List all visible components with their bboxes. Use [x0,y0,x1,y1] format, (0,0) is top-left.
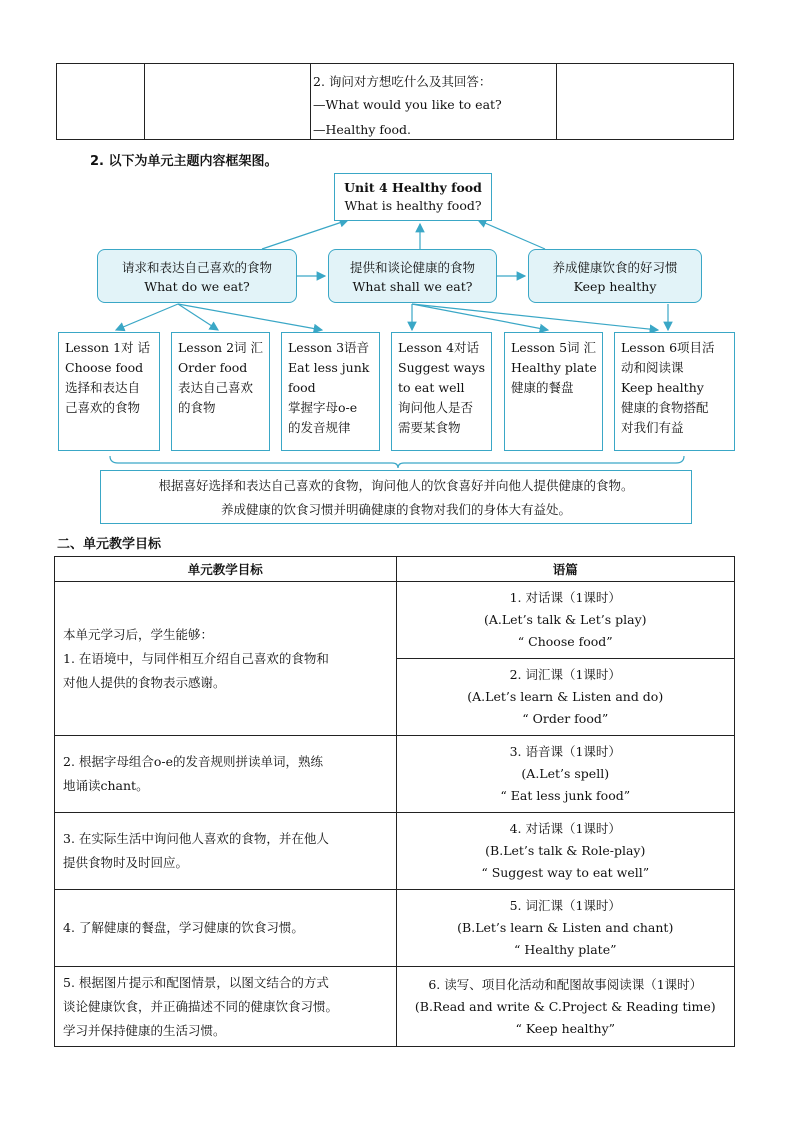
goal-line: 地诵读chant。 [63,778,149,793]
section-heading-framework: 2. 以下为单元主题内容框架图。 [90,154,278,169]
diagram-theme-box [328,249,497,303]
lesson-sections: (B.Read and write & C.Project & Reading time) [414,998,716,1014]
lesson-box [281,332,380,451]
goal-cell [55,967,397,1047]
table-line-ask: —What would you like to eat? [313,97,502,112]
lesson-sections: (A.Let’s learn & Listen and do) [467,689,664,704]
summary-line: 根据喜好选择和表达自己喜欢的食物，询问他人的饮食喜好并向他人提供健康的食物。 [158,478,634,493]
lesson-box [504,332,603,451]
lesson-line: 己喜欢的食物 [65,400,141,415]
lesson-line: to eat well [398,380,465,395]
diagram-theme-box [97,249,297,303]
lesson-line: Eat less junk [288,360,370,375]
goal-line: 4. 了解健康的餐盘，学习健康的饮食习惯。 [63,920,304,935]
section-heading-goals: 二、单元教学目标 [57,537,162,552]
theme-en: What do we eat? [144,279,250,294]
lesson-line: Lesson 5词 汇 [511,340,597,355]
lesson-cell [396,890,735,967]
goal-line: 2. 根据字母组合o-e的发音规则拼读单词，熟练 [63,754,324,769]
lesson-topic: “ Keep healthy” [515,1020,616,1036]
goal-line: 1. 在语境中，与同伴相互介绍自己喜欢的食物和 [63,650,329,666]
header-text: 语篇 [396,557,735,582]
lesson-cell [396,736,735,813]
lesson-line: 对我们有益 [621,420,684,435]
lesson-sections: (B.Let’s talk & Role-play) [485,843,646,858]
lesson-topic: “ Eat less junk food” [500,788,631,803]
lesson-line: 询问他人是否 [398,400,474,415]
diagram-root-box [334,173,492,221]
lesson-line: 掌握字母o-e [288,400,358,415]
lesson-box [58,332,160,451]
lesson-sections: (A.Let’s talk & Let’s play) [483,612,647,627]
goal-cell [55,582,397,736]
diagram-theme-box [528,249,702,303]
lesson-line: 健康的餐盘 [511,380,574,395]
goal-line: 提供食物时及时回应。 [63,855,189,870]
lesson-topic: “ Choose food” [517,634,613,649]
root-subtitle: What is healthy food? [344,198,482,213]
lesson-title: 6. 读写、项目化活动和配图故事阅读课（1课时） [428,976,703,992]
lesson-line: food [288,380,316,395]
goal-line: 对他人提供的食物表示感谢。 [63,674,226,690]
goal-line: 3. 在实际生活中询问他人喜欢的食物，并在他人 [63,831,329,846]
goal-line: 5. 根据图片提示和配图情景，以图文结合的方式 [63,974,329,990]
goal-cell [55,736,397,813]
lesson-title: 2. 词汇课（1课时） [509,667,621,682]
lesson-line: 表达自己喜欢 [178,380,254,395]
goal-line: 谈论健康饮食，并正确描述不同的健康饮食习惯。 [63,998,339,1014]
lesson-cell [396,813,735,890]
diagram-summary-box [100,470,692,524]
goal-cell [55,813,397,890]
lesson-line: 健康的食物搭配 [621,400,709,415]
lesson-box [391,332,492,451]
lesson-line: Order food [178,360,248,375]
lesson-cell [396,967,735,1047]
lesson-line: 需要某食物 [398,420,461,435]
lesson-line: Lesson 2词 汇 [178,340,264,355]
table-line-question: 2. 询问对方想吃什么及其回答： [313,74,492,89]
lesson-box [171,332,270,451]
lesson-sections: (B.Let’s learn & Listen and chant) [457,920,674,935]
lesson-line: Lesson 4对话 [398,340,480,355]
lesson-line: Keep healthy [621,380,704,395]
lesson-cell [396,659,735,736]
lesson-line: Healthy plate [511,360,597,375]
lesson-line: 的发音规律 [288,420,351,435]
lesson-topic: “ Order food” [522,711,609,726]
header-goal: 单元教学目标 [55,557,397,582]
summary-line: 养成健康的饮食习惯并明确健康的食物对我们的身体大有益处。 [220,502,571,517]
lesson-topic: “ Healthy plate” [514,942,617,957]
theme-cn: 提供和谈论健康的食物 [349,260,475,275]
goals-table [54,556,735,1047]
lesson-line: Lesson 1对 话 [65,340,151,355]
goal-line: 学习并保持健康的生活习惯。 [63,1022,226,1038]
lesson-line: 的食物 [178,400,216,415]
theme-cn: 请求和表达自己喜欢的食物 [121,260,272,275]
goal-intro: 本单元学习后，学生能够： [63,626,214,642]
theme-cn: 养成健康饮食的好习惯 [552,260,678,275]
lesson-title: 1. 对话课（1课时） [509,590,621,605]
lesson-title: 3. 语音课（1课时） [509,744,621,759]
root-title: Unit 4 Healthy food [344,180,482,195]
lesson-box [614,332,735,451]
lesson-title: 5. 词汇课（1课时） [509,898,621,913]
lesson-line: Suggest ways [398,360,486,375]
lesson-line: Lesson 3语音 [288,340,370,355]
table-line-answer: —Healthy food. [313,122,412,137]
lesson-line: Choose food [65,360,144,375]
lesson-title: 4. 对话课（1课时） [509,821,621,836]
lesson-cell [396,582,735,659]
lesson-sections: (A.Let’s spell) [521,766,610,781]
lesson-line: Lesson 6项目活 [621,340,715,355]
theme-en: What shall we eat? [352,279,473,294]
goal-cell [55,890,397,967]
lesson-topic: “ Suggest way to eat well” [481,865,650,880]
lesson-line: 选择和表达自 [65,380,141,395]
lesson-line: 动和阅读课 [621,360,684,375]
theme-en: Keep healthy [573,279,657,294]
